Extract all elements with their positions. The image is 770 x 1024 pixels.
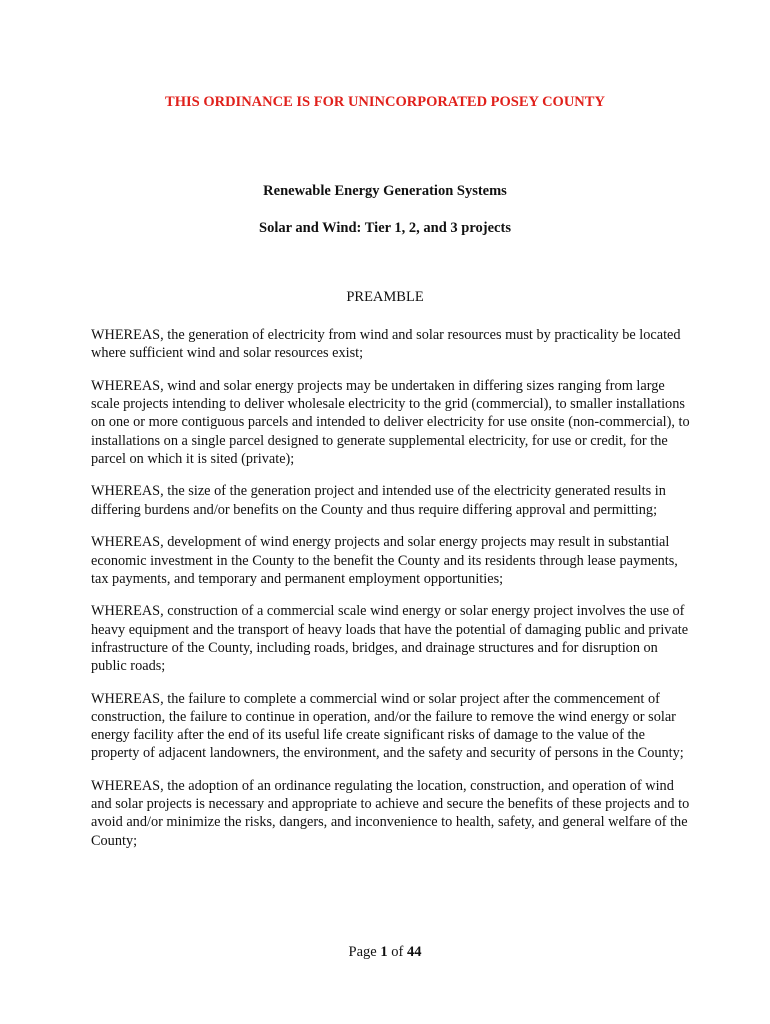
- whereas-paragraph-7: WHEREAS, the adoption of an ordinance regulating the location, construction, and operation of wind and solar projects is necessary and appropriate to achieve and secure the benefits of these projects and to avoid and/or minimize the risks, dangers, and inconvenience to health, safety, and general welfare of the County;: [91, 778, 690, 849]
- preamble-body: [91, 326, 691, 864]
- page-number: 1: [380, 944, 388, 960]
- whereas-paragraph-2: WHEREAS, wind and solar energy projects may be undertaken in differing sizes ranging from large scale projects intending to deliver wholesale electricity to the grid (commercial), to smaller installations on one or more contiguous parcels and intended to deliver electricity for use onsite (non-commercial), to installations on a single parcel designed to generate supplemental electricity, for use or credit, for the parcel on which it is sited (private);: [91, 377, 690, 467]
- document-title: Renewable Energy Generation Systems: [263, 183, 507, 199]
- whereas-paragraph-5: WHEREAS, construction of a commercial scale wind energy or solar energy project involves the use of heavy equipment and the transport of heavy loads that have the potential of damaging public and private infrastructure of the County, including roads, bridges, and drainage structures and for disruption on public roads;: [91, 603, 689, 675]
- page-label: Page: [348, 944, 377, 960]
- document-subtitle: Solar and Wind: Tier 1, 2, and 3 projects: [259, 220, 511, 236]
- jurisdiction-notice: THIS ORDINANCE IS FOR UNINCORPORATED POSEY COUNTY: [165, 94, 605, 110]
- whereas-paragraph-3: WHEREAS, the size of the generation project and intended use of the electricity generated results in differing burdens and/or benefits on the County and thus require differing approval and permitting;: [91, 483, 666, 518]
- preamble-heading: PREAMBLE: [346, 289, 424, 305]
- whereas-paragraph-6: WHEREAS, the failure to complete a commercial wind or solar project after the commencement of construction, the failure to continue in operation, and/or the failure to remove the wind energy or solar energy facility after the end of its useful life create significant risks of damage to the value of the property of adjacent landowners, the environment, and the safety and security of persons in the County;: [91, 690, 684, 762]
- whereas-paragraph-1: WHEREAS, the generation of electricity from wind and solar resources must by practicality be located where sufficient wind and solar resources exist;: [91, 327, 681, 362]
- of-label: of: [391, 944, 404, 960]
- total-pages: 44: [406, 944, 422, 960]
- page-footer: [0, 944, 770, 961]
- whereas-paragraph-4: WHEREAS, development of wind energy projects and solar energy projects may result in substantial economic investment in the County to the benefit the County and its residents through lease payments, tax payments, and temporary and permanent employment opportunities;: [91, 534, 678, 587]
